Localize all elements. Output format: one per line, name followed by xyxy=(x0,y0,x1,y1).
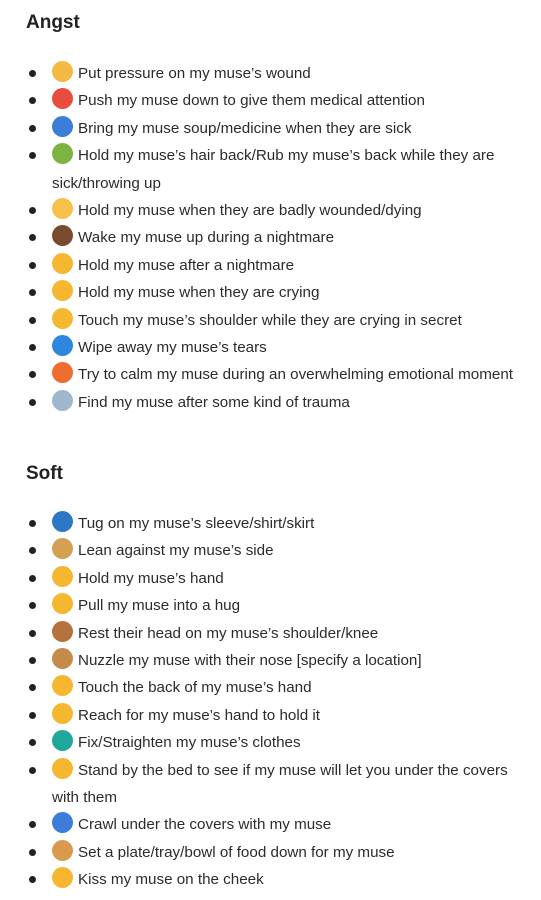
kissing-face-icon xyxy=(52,867,73,888)
list-item xyxy=(26,334,516,361)
list-item xyxy=(26,839,516,866)
list-item xyxy=(26,60,516,87)
list-item-text: Kiss my muse on the cheek xyxy=(78,871,264,889)
open-hands-icon xyxy=(52,198,73,219)
list-item-text: Hold my muse after a nightmare xyxy=(78,256,295,274)
list-item xyxy=(26,674,516,701)
list-item-text: Reach for my muse’s hand to hold it xyxy=(78,706,320,724)
list-item xyxy=(26,115,516,142)
list-item xyxy=(26,510,516,537)
sleeping-face-icon xyxy=(52,758,73,779)
collision-icon xyxy=(52,362,73,383)
list-item-text: Stand by the bed to see if my muse will let you under the covers with them xyxy=(52,761,508,807)
list-item-text: Tug on my muse’s sleeve/shirt/skirt xyxy=(78,515,315,532)
list-item xyxy=(26,811,516,838)
list-item xyxy=(26,647,516,674)
dress-icon xyxy=(52,730,73,751)
list-item-text: Hold my muse when they are badly wounded/dying xyxy=(78,202,422,220)
list-item-text: Lean against my muse’s side xyxy=(78,542,274,560)
cat-icon xyxy=(52,538,73,559)
droplet-icon xyxy=(52,335,73,356)
list-item-text: Push my muse down to give them medical attention xyxy=(78,92,425,110)
section-title-soft: Soft xyxy=(26,463,63,484)
raised-hand-icon xyxy=(52,675,73,696)
list-item-text: Fix/Straighten my muse’s clothes xyxy=(78,734,301,752)
angst-list xyxy=(26,60,516,416)
dog-icon xyxy=(52,621,73,642)
list-item xyxy=(26,620,516,647)
list-item-text: Find my muse after some kind of trauma xyxy=(78,393,350,411)
list-item-text: Bring my muse soup/medicine when they are sick xyxy=(78,119,412,137)
nauseated-face-icon xyxy=(52,143,73,164)
list-item xyxy=(26,565,516,592)
list-item xyxy=(26,389,516,416)
list-item-text: Nuzzle my muse with their nose [specify a location] xyxy=(78,652,422,670)
list-item-text: Pull my muse into a hug xyxy=(78,597,241,615)
health-worker-icon xyxy=(52,61,73,82)
list-item-text: Crawl under the covers with my muse xyxy=(78,816,332,834)
list-item xyxy=(26,279,516,306)
list-item xyxy=(26,87,516,114)
list-item-text: Try to calm my muse during an overwhelming emotional moment xyxy=(78,366,513,384)
list-item-text: Rest their head on my muse’s shoulder/knee xyxy=(78,624,379,642)
list-item-text: Hold my muse’s hair back/Rub my muse’s back while they are sick/throwing up xyxy=(52,147,495,192)
soup-bowl-icon xyxy=(52,116,73,137)
thermometer-icon xyxy=(52,88,73,109)
list-item-text: Wake my muse up during a nightmare xyxy=(78,229,335,247)
list-item-text: Set a plate/tray/bowl of food down for my muse xyxy=(78,843,395,861)
list-item-text: Touch my muse’s shoulder while they are crying in secret xyxy=(78,311,462,329)
shirt-icon xyxy=(52,511,73,532)
bread-icon xyxy=(52,840,73,861)
handshake-icon xyxy=(52,566,73,587)
list-item xyxy=(26,252,516,279)
hugging-face-icon xyxy=(52,593,73,614)
list-item xyxy=(26,307,516,334)
list-item xyxy=(26,729,516,756)
list-item xyxy=(26,537,516,564)
list-item xyxy=(26,224,516,251)
dog-face-icon xyxy=(52,648,73,669)
list-item xyxy=(26,142,516,197)
list-item-text: Touch the back of my muse’s hand xyxy=(78,679,312,697)
list-item-text: Wipe away my muse’s tears xyxy=(78,339,267,357)
list-item-text: Hold my muse’s hand xyxy=(78,569,224,587)
section-title-angst: Angst xyxy=(26,12,80,33)
list-item xyxy=(26,592,516,619)
eye-icon xyxy=(52,225,73,246)
bed-icon xyxy=(52,812,73,833)
cat-face-icon xyxy=(52,253,73,274)
list-item xyxy=(26,361,516,388)
list-item-text: Put pressure on my muse’s wound xyxy=(78,65,311,82)
handshake-icon xyxy=(52,703,73,724)
crying-face-icon xyxy=(52,280,73,301)
sad-tear-face-icon xyxy=(52,308,73,329)
rain-cloud-icon xyxy=(52,390,73,411)
list-item-text: Hold my muse when they are crying xyxy=(78,284,320,302)
soft-list xyxy=(26,510,516,894)
list-item xyxy=(26,757,516,812)
list-item xyxy=(26,866,516,893)
list-item xyxy=(26,197,516,224)
list-item xyxy=(26,702,516,729)
